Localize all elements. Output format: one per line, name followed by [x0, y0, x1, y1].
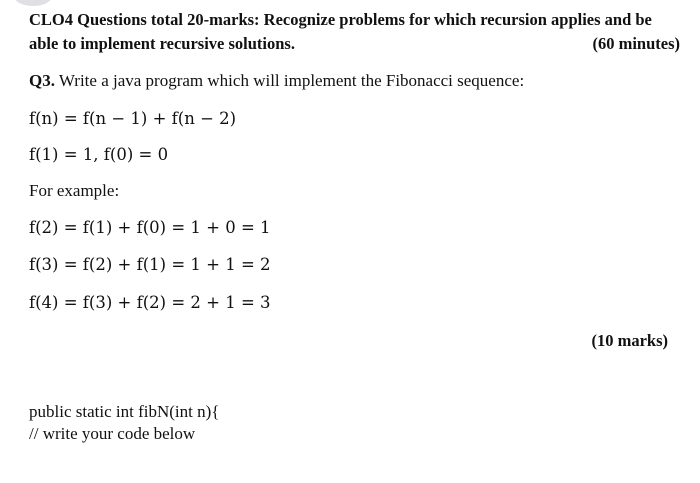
example-equation: f(3) = f(2) + f(1) = 1 + 1 = 2: [29, 255, 271, 274]
header-duration: (60 minutes): [592, 34, 680, 53]
marks-label: (10 marks): [591, 331, 668, 350]
question-number: Q3.: [29, 71, 55, 90]
base-case-equation: f(1) = 1, f(0) = 0: [29, 145, 169, 164]
recurrence-equation: f(n) = f(n − 1) + f(n − 2): [29, 109, 237, 128]
question-text: Write a java program which will implement the Fibonacci sequence:: [54, 71, 525, 90]
question-line: [29, 71, 524, 91]
example-equation: f(2) = f(1) + f(0) = 1 + 0 = 1: [29, 218, 271, 237]
code-signature: public static int fibN(int n){: [29, 402, 220, 421]
decorative-shape: [14, 0, 52, 6]
example-label: For example:: [29, 181, 120, 200]
header-subtitle: able to implement recursive solutions.: [29, 34, 295, 53]
example-equation: f(4) = f(3) + f(2) = 2 + 1 = 3: [29, 293, 271, 312]
code-comment: // write your code below: [29, 424, 196, 443]
header-title: CLO4 Questions total 20-marks: Recognize problems for which recursion applies and be: [29, 10, 652, 29]
